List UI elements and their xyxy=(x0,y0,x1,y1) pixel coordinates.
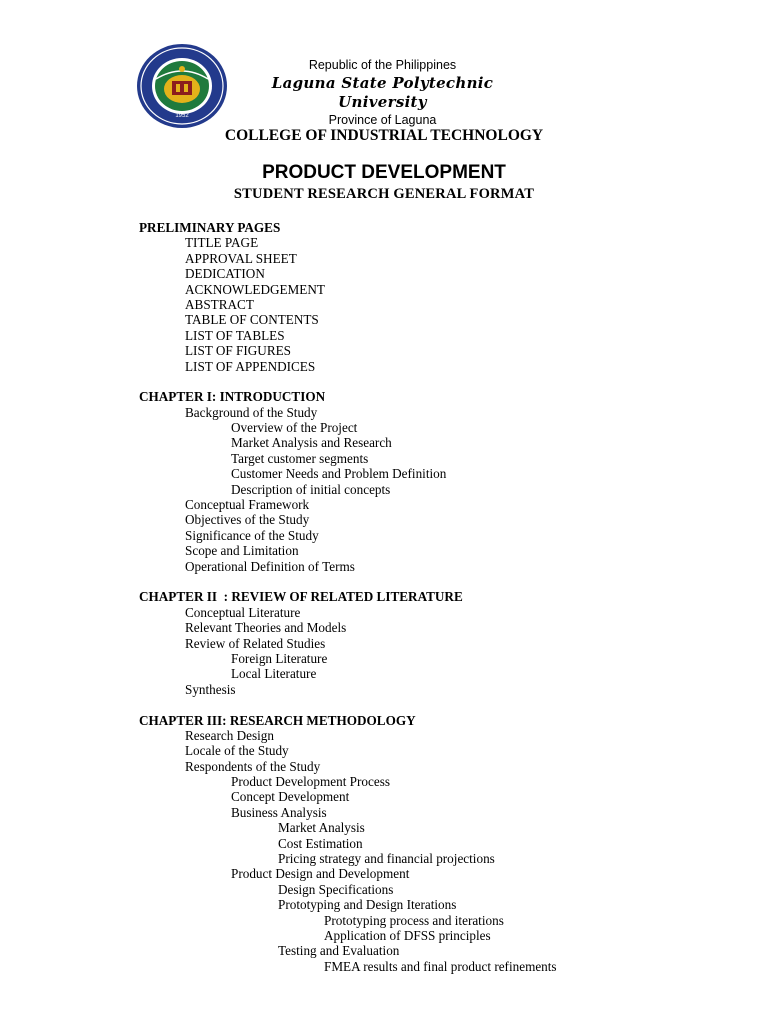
outline-item: Synthesis xyxy=(185,681,236,697)
section-heading: PRELIMINARY PAGES xyxy=(139,220,281,235)
document-subtitle: STUDENT RESEARCH GENERAL FORMAT xyxy=(233,186,535,202)
outline-subitem: Customer Needs and Problem Definition xyxy=(231,466,447,482)
outline-subitem: Product Development Process xyxy=(231,774,390,790)
outline-item: TABLE OF CONTENTS xyxy=(185,312,319,328)
section-heading: CHAPTER III: RESEARCH METHODOLOGY xyxy=(139,712,416,728)
outline-item: DEDICATION xyxy=(185,266,265,282)
outline-item: Relevant Theories and Models xyxy=(185,620,347,636)
outline-item: Background of the Study xyxy=(185,404,318,420)
outline-item: ACKNOWLEDGEMENT xyxy=(185,281,325,297)
research-format-outline xyxy=(139,220,739,974)
outline-subsubitem: Cost Estimation xyxy=(278,835,363,851)
outline-subitem: Product Design and Development xyxy=(231,866,410,882)
republic-line: Republic of the Philippines xyxy=(308,58,457,72)
outline-subitem: Target customer segments xyxy=(231,450,369,466)
letterhead xyxy=(240,57,525,129)
outline-subitem: Local Literature xyxy=(231,666,317,682)
outline-item: LIST OF FIGURES xyxy=(185,343,292,359)
outline-detail-item: Prototyping process and iterations xyxy=(324,912,504,928)
outline-item: LIST OF APPENDICES xyxy=(185,358,316,374)
svg-text:1952: 1952 xyxy=(175,113,189,119)
outline-item: Review of Related Studies xyxy=(185,635,326,651)
outline-subsubitem: Prototyping and Design Iterations xyxy=(278,897,457,913)
college-name: COLLEGE OF INDUSTRIAL TECHNOLOGY xyxy=(224,127,544,144)
outline-item: Scope and Limitation xyxy=(185,543,299,559)
outline-item: Respondents of the Study xyxy=(185,758,321,774)
outline-subitem: Market Analysis and Research xyxy=(231,435,392,451)
outline-item: Significance of the Study xyxy=(185,527,319,543)
outline-subitem: Description of initial concepts xyxy=(231,481,391,497)
outline-item: Research Design xyxy=(185,727,274,743)
university-name: Laguna State Polytechnic University xyxy=(271,74,494,111)
outline-item: APPROVAL SHEET xyxy=(185,250,297,266)
outline-item: Locale of the Study xyxy=(185,743,289,759)
university-seal-icon xyxy=(136,43,228,129)
outline-subitem: Foreign Literature xyxy=(231,650,328,666)
outline-item: TITLE PAGE xyxy=(185,235,259,251)
outline-subitem: Overview of the Project xyxy=(231,420,358,436)
document-title: PRODUCT DEVELOPMENT xyxy=(262,162,506,183)
outline-item: ABSTRACT xyxy=(185,296,254,312)
outline-subsubitem: Pricing strategy and financial projections xyxy=(278,851,495,867)
section-heading: CHAPTER I: INTRODUCTION xyxy=(139,389,326,405)
outline-subsubitem: Testing and Evaluation xyxy=(278,943,400,959)
outline-detail-item: FMEA results and final product refinements xyxy=(324,958,557,974)
outline-item: LIST OF TABLES xyxy=(185,327,285,343)
outline-item: Conceptual Literature xyxy=(185,604,301,620)
outline-detail-item: Application of DFSS principles xyxy=(324,927,491,943)
outline-item: Operational Definition of Terms xyxy=(185,558,355,574)
outline-item: Conceptual Framework xyxy=(185,497,310,513)
outline-item: Objectives of the Study xyxy=(185,512,310,528)
outline-subitem: Concept Development xyxy=(231,789,350,805)
outline-subsubitem: Market Analysis xyxy=(278,820,365,836)
outline-subitem: Business Analysis xyxy=(231,804,327,820)
province-line: Province of Laguna xyxy=(328,113,437,127)
outline-subsubitem: Design Specifications xyxy=(278,881,394,897)
section-heading: CHAPTER II : REVIEW OF RELATED LITERATURE xyxy=(139,589,463,605)
